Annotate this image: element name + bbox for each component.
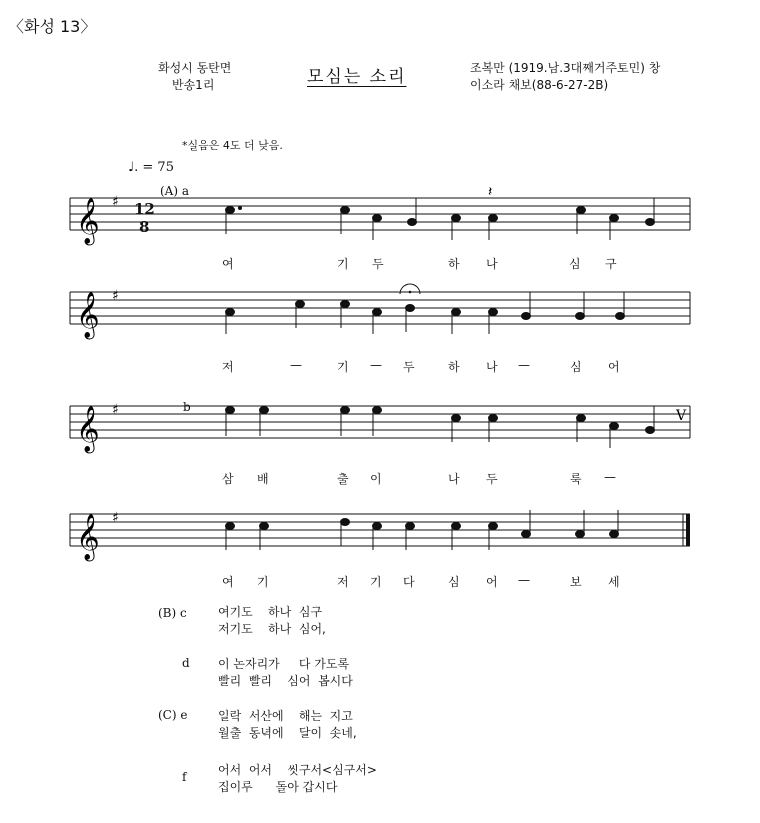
verse-line: 저기도 하나 심어, <box>218 622 326 636</box>
verse-line: 이 논자리가 다 가도록 <box>218 657 350 671</box>
lyric-syllable: 두 <box>486 472 498 486</box>
lyric-syllable: 나 <box>486 257 498 271</box>
lyric-syllable: 하 <box>448 257 460 271</box>
lyric-syllable: 삼 <box>222 472 234 486</box>
verse-label: (C) e <box>158 708 188 722</box>
lyric-syllable: 배 <box>257 472 269 486</box>
lyric-syllable: 룩 <box>570 472 582 486</box>
lyric-syllable: 기 <box>370 575 382 589</box>
svg-text:𝄽: 𝄽 <box>488 184 493 200</box>
verse-line: 어서 어서 씻구서<심구서> <box>218 763 377 777</box>
staff-system-1 <box>0 184 760 254</box>
svg-text:𝄞: 𝄞 <box>76 292 100 338</box>
verse-line: 여기도 하나 심구 <box>218 605 323 619</box>
svg-text:𝄞: 𝄞 <box>76 406 100 452</box>
lyric-syllable: — <box>518 573 530 587</box>
lyric-syllable: 기 <box>257 575 269 589</box>
verse-line: 월출 동녁에 달이 솟네, <box>218 726 357 740</box>
lyric-syllable: 저 <box>222 360 234 374</box>
lyric-syllable: 구 <box>605 257 617 271</box>
verse-label: d <box>182 656 190 670</box>
lyric-syllable: 두 <box>372 257 384 271</box>
staff-system-2 <box>0 278 760 348</box>
lyric-syllable: — <box>290 358 302 372</box>
lyric-syllable: 기 <box>337 360 349 374</box>
svg-text:♯: ♯ <box>112 194 119 210</box>
staff-system-4 <box>0 500 760 570</box>
lyric-syllable: 저 <box>337 575 349 589</box>
verse-label: f <box>182 770 187 784</box>
lyric-syllable: 나 <box>486 360 498 374</box>
lyric-syllable: 여 <box>222 575 234 589</box>
time-sig-bottom: 8 <box>139 218 150 236</box>
svg-text:♯: ♯ <box>112 402 119 418</box>
lyric-syllable: 나 <box>448 472 460 486</box>
singer-credit: 조복만 (1919.남.3대째거주토민) 창 <box>470 61 661 75</box>
svg-text:𝄞: 𝄞 <box>76 514 100 560</box>
lyric-syllable: — <box>370 358 382 372</box>
time-sig-top: 12 <box>134 200 155 218</box>
verse-line: 빨리 빨리 심어 봅시다 <box>218 674 353 688</box>
svg-text:♯: ♯ <box>112 288 119 304</box>
lyric-syllable: 심 <box>448 575 460 589</box>
section-label-a: (A) a <box>160 184 189 198</box>
svg-text:V: V <box>676 408 687 424</box>
page-label: 〈화성 13〉 <box>8 17 97 36</box>
tempo-mark: ♩. = 75 <box>128 160 174 175</box>
pitch-note: *실음은 4도 더 낮음. <box>182 139 283 152</box>
lyric-syllable: 보 <box>570 575 582 589</box>
lyric-syllable: 어 <box>486 575 498 589</box>
lyric-syllable: 이 <box>370 472 382 486</box>
place-line1: 화성시 동탄면 <box>158 61 232 75</box>
lyric-syllable: — <box>518 358 530 372</box>
staff-system-3 <box>0 392 760 462</box>
lyric-syllable: 어 <box>608 360 620 374</box>
lyric-syllable: 세 <box>608 575 620 589</box>
recorder-credit: 이소라 채보(88-6-27-2B) <box>470 78 609 92</box>
section-label-b: b <box>183 400 191 414</box>
lyric-syllable: 심 <box>570 360 582 374</box>
lyric-syllable: 여 <box>222 257 234 271</box>
lyric-syllable: 심 <box>569 257 581 271</box>
place-line2: 반송1리 <box>172 78 215 92</box>
lyric-syllable: 하 <box>448 360 460 374</box>
lyric-syllable: — <box>604 470 616 484</box>
svg-text:𝄞: 𝄞 <box>76 198 100 244</box>
lyric-syllable: 두 <box>403 360 415 374</box>
verse-label: (B) c <box>158 606 187 620</box>
song-title: 모심는 소리 <box>307 67 407 87</box>
verse-line: 일락 서산에 해는 지고 <box>218 709 353 723</box>
svg-text:♯: ♯ <box>112 510 119 526</box>
lyric-syllable: 다 <box>403 575 415 589</box>
lyric-syllable: 기 <box>337 257 349 271</box>
verse-line: 집이루 돌아 갑시다 <box>218 780 338 794</box>
lyric-syllable: 출 <box>337 472 349 486</box>
